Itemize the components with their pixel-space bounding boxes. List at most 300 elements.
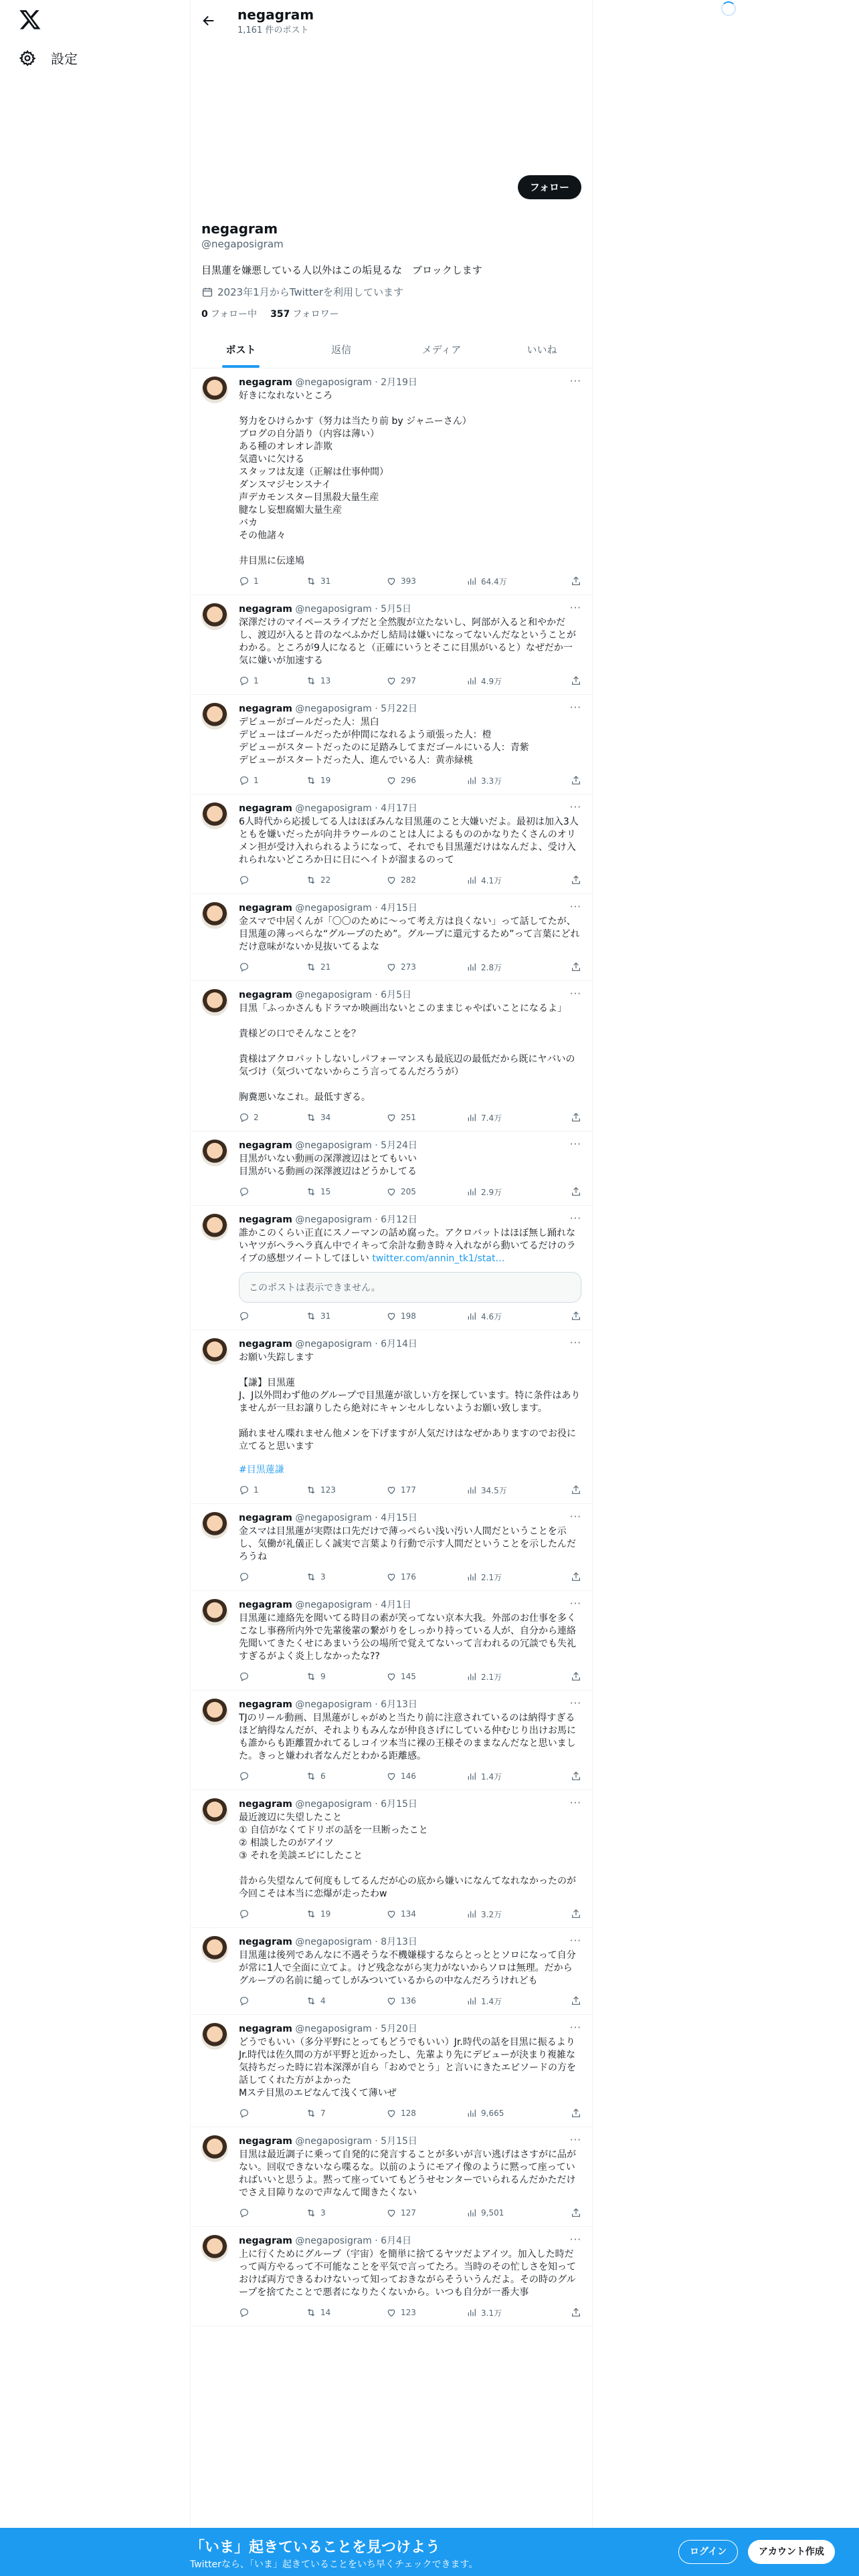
share-button[interactable] bbox=[571, 576, 581, 586]
retweet-button[interactable] bbox=[306, 1909, 386, 1919]
followers-count: 357 bbox=[270, 309, 290, 320]
tweet-date[interactable]: 2月19日 bbox=[381, 377, 417, 388]
share-button[interactable] bbox=[571, 1996, 581, 2006]
tweet-author-name[interactable]: negagram bbox=[239, 1799, 292, 1810]
tweet-author-name[interactable]: negagram bbox=[239, 2136, 292, 2147]
tweet-author-name[interactable]: negagram bbox=[239, 1214, 292, 1225]
view-count: 1.4万 bbox=[481, 1996, 502, 2006]
tweet[interactable] bbox=[191, 695, 592, 794]
retweet-button[interactable] bbox=[306, 875, 386, 885]
share-button[interactable] bbox=[571, 1112, 581, 1123]
follow-button[interactable]: フォロー bbox=[518, 175, 581, 199]
heart-icon bbox=[386, 1485, 397, 1495]
more-options-icon[interactable]: ··· bbox=[569, 1697, 581, 1709]
heart-icon bbox=[386, 1572, 397, 1582]
bar-chart-icon bbox=[466, 1996, 477, 2006]
views-button[interactable] bbox=[466, 1112, 547, 1123]
share-icon bbox=[571, 1186, 581, 1197]
tweet-header bbox=[239, 989, 581, 1001]
retweet-count: 19 bbox=[320, 1909, 331, 1919]
tweet-text bbox=[239, 2036, 581, 2100]
retweet-icon bbox=[306, 775, 316, 786]
views-button[interactable] bbox=[466, 576, 547, 587]
tweet-date[interactable]: 6月13日 bbox=[381, 1699, 417, 1710]
reply-button[interactable] bbox=[239, 675, 306, 686]
avatar[interactable] bbox=[201, 603, 228, 630]
like-button[interactable] bbox=[386, 1671, 466, 1682]
views-button[interactable] bbox=[466, 1671, 547, 1683]
more-options-icon[interactable]: ··· bbox=[569, 801, 581, 813]
tweet-actions bbox=[239, 1570, 581, 1584]
avatar[interactable] bbox=[201, 2235, 228, 2262]
retweet-count: 14 bbox=[320, 2308, 331, 2317]
tweet-author-name[interactable]: negagram bbox=[239, 1339, 292, 1350]
views-button[interactable] bbox=[466, 1771, 547, 1782]
like-button[interactable] bbox=[386, 675, 466, 686]
bar-chart-icon bbox=[466, 2307, 477, 2318]
tweet-author-handle[interactable]: @negaposigram bbox=[295, 1937, 372, 1947]
heart-icon bbox=[386, 2208, 397, 2218]
share-button[interactable] bbox=[571, 1671, 581, 1682]
tweet-body: TJのリール動画、目黒蓮がしゃがめと当たり前に注意されているのは納得すぎるほど納得なんだが、それよりもみんなが仲良さげにしている仲むじり出けお馬にも誰からも距離置かれてるしコイツ本当に裸の王様そのままなんだなと思いました。きっと嫌われ者なんだとわかる距離感。 bbox=[239, 1713, 576, 1761]
tweet-author-name[interactable]: negagram bbox=[239, 704, 292, 714]
quoted-post-unavailable: このポストは表示できません。 bbox=[239, 1272, 581, 1303]
tweet-date[interactable]: 6月14日 bbox=[381, 1339, 417, 1350]
tweet-body: 深澤だけのマイペースライブだと全然腹が立たないし、阿部が入ると和やかだし、渡辺が入ると昔のなべふかだし結局は嫌いになってないんだなということがわかる。ところが9人になると（正確にいうとそこに目黒がいると）なぜだか一気に嫌いが加速する bbox=[239, 617, 576, 666]
tweet-author-handle[interactable]: @negaposigram bbox=[295, 2236, 372, 2246]
tweet-author-handle[interactable]: @negaposigram bbox=[295, 990, 372, 1000]
view-count: 3.1万 bbox=[481, 2308, 502, 2318]
like-button[interactable] bbox=[386, 962, 466, 972]
reply-button[interactable] bbox=[239, 2307, 306, 2318]
reply-button[interactable] bbox=[239, 875, 306, 885]
avatar[interactable] bbox=[201, 1798, 228, 1825]
reply-icon bbox=[239, 2307, 250, 2318]
share-icon bbox=[571, 1909, 581, 1919]
views-button[interactable] bbox=[466, 1996, 547, 2007]
retweet-button[interactable] bbox=[306, 775, 386, 786]
heart-icon bbox=[386, 875, 397, 885]
tweet-author-name[interactable]: negagram bbox=[239, 377, 292, 388]
left-nav bbox=[0, 0, 190, 2576]
tweet-header bbox=[239, 703, 581, 715]
more-options-icon[interactable]: ··· bbox=[569, 1212, 581, 1224]
like-button[interactable] bbox=[386, 1186, 466, 1197]
share-button[interactable] bbox=[571, 1771, 581, 1782]
like-count: 297 bbox=[401, 676, 416, 685]
reply-button[interactable] bbox=[239, 1909, 306, 1919]
like-button[interactable] bbox=[386, 775, 466, 786]
followers-label: フォロワー bbox=[292, 309, 339, 320]
tweet-header bbox=[239, 377, 581, 389]
tweet-author-handle[interactable]: @negaposigram bbox=[295, 1513, 372, 1523]
calendar-icon bbox=[201, 286, 213, 298]
tweet-header bbox=[239, 802, 581, 815]
more-options-icon[interactable]: ··· bbox=[569, 1337, 581, 1349]
tweet-actions bbox=[239, 2107, 581, 2120]
like-button[interactable] bbox=[386, 875, 466, 885]
views-button[interactable] bbox=[466, 2208, 547, 2218]
avatar[interactable] bbox=[201, 377, 228, 403]
login-button[interactable]: ログイン bbox=[678, 2540, 738, 2564]
bar-chart-icon bbox=[466, 1671, 477, 1682]
heart-icon bbox=[386, 576, 397, 586]
tweet[interactable] bbox=[191, 1928, 592, 2015]
views-button[interactable] bbox=[466, 1485, 547, 1496]
retweet-button[interactable] bbox=[306, 1186, 386, 1197]
reply-button[interactable] bbox=[239, 2208, 306, 2218]
tweet[interactable] bbox=[191, 1591, 592, 1691]
tweet[interactable] bbox=[191, 1330, 592, 1504]
tweet-date[interactable]: 4月15日 bbox=[381, 903, 417, 914]
reply-icon bbox=[239, 1112, 250, 1123]
tweet-body: 好きになれないところ 努力をひけらかす（努力は当たり前 by ジャニーさん） ブログの自分語り（内容は薄い） ある種のオレオレ詐欺 気遣いに欠ける スタッフは友達（正解は仕事仲間） ダンスマジセンスナイ 声デカモンスター目黒殺大量生産 腱なし妄想腐媚大量生産 バカ その他諸々 井目黒に伝達鳩 bbox=[239, 391, 472, 566]
view-count: 34.5万 bbox=[481, 1485, 507, 1495]
retweet-icon bbox=[306, 1572, 316, 1582]
back-arrow-icon[interactable] bbox=[201, 13, 216, 28]
tweet-separator: · bbox=[371, 2136, 381, 2147]
tweet-body: どうでもいい（多分平野にとってもどうでもいい）Jr.時代の話を目黒に振るよりJr.時代は佐久間の方が平野と近かったし、先輩より先にデビューが決まり複雑な気持ちだった時に岩本深澤が自ら「おめでとう」と言いにきたエピソードの方を話してくれた方がよかった Mステ目黒のエピなんて浅くて薄いぜ bbox=[239, 2037, 576, 2099]
tweet-date[interactable]: 5月20日 bbox=[381, 2024, 417, 2034]
tweet-author-name[interactable]: negagram bbox=[239, 1937, 292, 1947]
tweet-author-handle[interactable]: @negaposigram bbox=[295, 1339, 372, 1350]
tweet-author-handle[interactable]: @negaposigram bbox=[295, 803, 372, 814]
settings-link[interactable] bbox=[19, 48, 78, 68]
retweet-count: 4 bbox=[320, 1996, 326, 2006]
retweet-button[interactable] bbox=[306, 1311, 386, 1321]
like-button[interactable] bbox=[386, 1311, 466, 1321]
tweet-date[interactable]: 5月15日 bbox=[381, 2136, 417, 2147]
post-count: 1,161 件のポスト bbox=[237, 25, 309, 35]
tweet-author-name[interactable]: negagram bbox=[239, 1140, 292, 1151]
more-options-icon[interactable]: ··· bbox=[569, 375, 581, 387]
tweet[interactable] bbox=[191, 1206, 592, 1330]
tab-posts[interactable]: ポスト bbox=[191, 332, 291, 368]
tweet-date[interactable]: 6月4日 bbox=[381, 2236, 411, 2246]
share-icon bbox=[571, 775, 581, 786]
avatar[interactable] bbox=[201, 1338, 228, 1365]
retweet-button[interactable] bbox=[306, 2208, 386, 2218]
tweet[interactable] bbox=[191, 1504, 592, 1591]
retweet-count: 22 bbox=[320, 875, 331, 885]
like-count: 251 bbox=[401, 1113, 416, 1122]
heart-icon bbox=[386, 1771, 397, 1782]
like-count: 273 bbox=[401, 962, 416, 972]
tweet-actions bbox=[239, 774, 581, 787]
tweet[interactable] bbox=[191, 794, 592, 894]
tab-replies[interactable]: 返信 bbox=[330, 344, 351, 356]
tweet[interactable] bbox=[191, 1790, 592, 1928]
views-button[interactable] bbox=[466, 1909, 547, 1920]
like-count: 296 bbox=[401, 776, 416, 785]
more-options-icon[interactable]: ··· bbox=[569, 602, 581, 614]
reply-icon bbox=[239, 1311, 250, 1321]
tweet-author-handle[interactable]: @negaposigram bbox=[295, 2024, 372, 2034]
tweet-date[interactable]: 5月24日 bbox=[381, 1140, 417, 1151]
tweet[interactable] bbox=[191, 2015, 592, 2127]
retweet-count: 13 bbox=[320, 676, 331, 685]
tweet[interactable] bbox=[191, 981, 592, 1132]
timeline bbox=[191, 368, 592, 2327]
reply-icon bbox=[239, 1671, 250, 1682]
more-options-icon[interactable]: ··· bbox=[569, 1598, 581, 1610]
tweet-author-name[interactable]: negagram bbox=[239, 803, 292, 814]
signup-button[interactable]: アカウント作成 bbox=[748, 2540, 835, 2564]
avatar[interactable] bbox=[201, 703, 228, 730]
share-button[interactable] bbox=[571, 775, 581, 786]
more-options-icon[interactable]: ··· bbox=[569, 2234, 581, 2246]
tweet-body: 目黒は最近調子に乗って自発的に発言することが多いが言い逃げはさすがに品がない。回収できないなら喋るな。以前のようにモアイ像のように黙って座っていればいいと思うよ。黙って座っていてもどうせセンターでいられるんだかただけでさえ目障りなので声なんて聞きたくない bbox=[239, 2149, 576, 2198]
like-count: 146 bbox=[401, 1772, 416, 1781]
tweet-date[interactable]: 6月15日 bbox=[381, 1799, 417, 1810]
like-count: 128 bbox=[401, 2109, 416, 2118]
tweet[interactable] bbox=[191, 2127, 592, 2227]
signup-bar-title: 「いま」起きていることを見つけよう bbox=[190, 2539, 441, 2556]
share-button[interactable] bbox=[571, 675, 581, 686]
tweet-author-handle[interactable]: @negaposigram bbox=[295, 604, 372, 615]
like-button[interactable] bbox=[386, 2108, 466, 2119]
share-icon bbox=[571, 962, 581, 972]
tweet-header bbox=[239, 1140, 581, 1152]
like-button[interactable] bbox=[386, 1572, 466, 1582]
views-button[interactable] bbox=[466, 675, 547, 687]
retweet-count: 31 bbox=[320, 576, 331, 586]
tweet-actions bbox=[239, 1185, 581, 1198]
tweet-author-handle[interactable]: @negaposigram bbox=[295, 1214, 372, 1225]
tweet-date[interactable]: 4月15日 bbox=[381, 1513, 417, 1523]
reply-count: 2 bbox=[254, 1113, 259, 1122]
profile-bio: 目黒蓮を嫌悪している人以外はこの垢見るな ブロックします bbox=[201, 264, 482, 276]
more-options-icon[interactable]: ··· bbox=[569, 1797, 581, 1809]
avatar[interactable] bbox=[201, 1599, 228, 1626]
x-logo-icon[interactable] bbox=[19, 8, 41, 31]
tweet-separator: · bbox=[371, 377, 381, 388]
reply-button[interactable] bbox=[239, 1771, 306, 1782]
share-button[interactable] bbox=[571, 1909, 581, 1919]
tweet-author-handle[interactable]: @negaposigram bbox=[295, 1799, 372, 1810]
tweet-separator: · bbox=[371, 903, 381, 914]
reply-button[interactable] bbox=[239, 2108, 306, 2119]
bar-chart-icon bbox=[466, 675, 477, 686]
like-button[interactable] bbox=[386, 576, 466, 586]
avatar[interactable] bbox=[201, 1140, 228, 1166]
profile-column bbox=[190, 0, 593, 2576]
tweet-actions bbox=[239, 674, 581, 687]
more-options-icon[interactable]: ··· bbox=[569, 1935, 581, 1947]
view-count: 9,665 bbox=[481, 2109, 504, 2118]
view-count: 64.4万 bbox=[481, 576, 507, 586]
more-options-icon[interactable]: ··· bbox=[569, 1138, 581, 1150]
like-count: 134 bbox=[401, 1909, 416, 1919]
bar-chart-icon bbox=[466, 1771, 477, 1782]
share-button[interactable] bbox=[571, 1485, 581, 1495]
tab-media[interactable]: メディア bbox=[421, 344, 462, 356]
like-button[interactable] bbox=[386, 1112, 466, 1123]
retweet-button[interactable] bbox=[306, 1771, 386, 1782]
like-button[interactable] bbox=[386, 1485, 466, 1495]
bar-chart-icon bbox=[466, 775, 477, 786]
views-button[interactable] bbox=[466, 2108, 547, 2119]
reply-button[interactable] bbox=[239, 775, 306, 786]
like-button[interactable] bbox=[386, 2208, 466, 2218]
reply-button[interactable] bbox=[239, 576, 306, 586]
retweet-icon bbox=[306, 1485, 316, 1495]
tweet-header bbox=[239, 2235, 581, 2247]
bar-chart-icon bbox=[466, 1909, 477, 1919]
views-button[interactable] bbox=[466, 2307, 547, 2319]
tweet-hashtag[interactable]: #目黒蓮謙 bbox=[239, 1465, 284, 1475]
tweet-author-handle[interactable]: @negaposigram bbox=[295, 903, 372, 914]
like-button[interactable] bbox=[386, 1909, 466, 1919]
bar-chart-icon bbox=[466, 1112, 477, 1123]
profile-handle: @negaposigram bbox=[201, 238, 284, 250]
views-button[interactable] bbox=[466, 1311, 547, 1322]
share-icon bbox=[571, 875, 581, 885]
tweet-actions bbox=[239, 873, 581, 887]
more-options-icon[interactable]: ··· bbox=[569, 1511, 581, 1523]
share-button[interactable] bbox=[571, 875, 581, 885]
tweet-actions bbox=[239, 1111, 581, 1124]
profile-banner bbox=[191, 41, 592, 175]
tab-likes[interactable]: いいね bbox=[527, 344, 557, 356]
retweet-icon bbox=[306, 1186, 316, 1197]
tweet-author-handle[interactable]: @negaposigram bbox=[295, 1140, 372, 1151]
tweet-date[interactable]: 8月13日 bbox=[381, 1937, 417, 1947]
reply-button[interactable] bbox=[239, 962, 306, 972]
like-button[interactable] bbox=[386, 1771, 466, 1782]
avatar[interactable] bbox=[201, 2135, 228, 2162]
like-count: 176 bbox=[401, 1572, 416, 1582]
more-options-icon[interactable]: ··· bbox=[569, 901, 581, 913]
tweet-date[interactable]: 4月1日 bbox=[381, 1600, 411, 1610]
avatar[interactable] bbox=[201, 902, 228, 929]
tweet-author-name[interactable]: negagram bbox=[239, 2024, 292, 2034]
reply-button[interactable] bbox=[239, 1572, 306, 1582]
retweet-button[interactable] bbox=[306, 1996, 386, 2006]
more-options-icon[interactable]: ··· bbox=[569, 2134, 581, 2146]
views-button[interactable] bbox=[466, 875, 547, 886]
retweet-icon bbox=[306, 2307, 316, 2318]
tweet-body: 目黒蓮は後列であんなに不遇そうな不機嫌様するならとっととソロになって自分が常に1人で全面に立てよ。けど残念ながら実力がないからソロは無理。だからグループの名前に縋ってしがみついているからの中なんだろうけれども bbox=[239, 1950, 576, 1986]
more-options-icon[interactable]: ··· bbox=[569, 2022, 581, 2034]
reply-icon bbox=[239, 875, 250, 885]
retweet-icon bbox=[306, 1112, 316, 1123]
avatar[interactable] bbox=[201, 802, 228, 829]
tweet-author-name[interactable]: negagram bbox=[239, 604, 292, 615]
share-button[interactable] bbox=[571, 2307, 581, 2318]
retweet-count: 6 bbox=[320, 1772, 326, 1781]
tweet[interactable] bbox=[191, 1132, 592, 1206]
tweet-header bbox=[239, 603, 581, 615]
tweet-author-handle[interactable]: @negaposigram bbox=[295, 1600, 372, 1610]
reply-button[interactable] bbox=[239, 1311, 306, 1321]
tweet-text bbox=[239, 1812, 581, 1901]
reply-button[interactable] bbox=[239, 1186, 306, 1197]
tweet-author-name[interactable]: negagram bbox=[239, 1699, 292, 1710]
tweet-date[interactable]: 6月12日 bbox=[381, 1214, 417, 1225]
retweet-button[interactable] bbox=[306, 675, 386, 686]
tweet-date[interactable]: 5月5日 bbox=[381, 604, 411, 615]
retweet-count: 123 bbox=[320, 1485, 336, 1495]
profile-tabs bbox=[191, 332, 592, 368]
reply-button[interactable] bbox=[239, 1996, 306, 2006]
heart-icon bbox=[386, 1996, 397, 2006]
retweet-button[interactable] bbox=[306, 2307, 386, 2318]
tweet-author-handle[interactable]: @negaposigram bbox=[295, 2136, 372, 2147]
retweet-button[interactable] bbox=[306, 1485, 386, 1495]
tweet-link[interactable]: twitter.com/annin_tk1/stat… bbox=[372, 1253, 505, 1264]
tweet-text bbox=[239, 1153, 581, 1178]
tweet-author-name[interactable]: negagram bbox=[239, 990, 292, 1000]
joined-text: 2023年1月からTwitterを利用しています bbox=[217, 286, 403, 298]
avatar[interactable] bbox=[201, 1936, 228, 1963]
tweet[interactable] bbox=[191, 2227, 592, 2327]
more-options-icon[interactable]: ··· bbox=[569, 702, 581, 714]
retweet-button[interactable] bbox=[306, 962, 386, 972]
view-count: 7.4万 bbox=[481, 1113, 502, 1123]
retweet-button[interactable] bbox=[306, 1112, 386, 1123]
share-button[interactable] bbox=[571, 2108, 581, 2119]
share-button[interactable] bbox=[571, 1186, 581, 1197]
views-button[interactable] bbox=[466, 1572, 547, 1583]
tweet-author-name[interactable]: negagram bbox=[239, 1600, 292, 1610]
reply-button[interactable] bbox=[239, 1485, 306, 1495]
retweet-button[interactable] bbox=[306, 2108, 386, 2119]
tweet-date[interactable]: 5月22日 bbox=[381, 704, 417, 714]
tweet-author-handle[interactable]: @negaposigram bbox=[295, 377, 372, 388]
retweet-button[interactable] bbox=[306, 1671, 386, 1682]
retweet-icon bbox=[306, 1771, 316, 1782]
avatar[interactable] bbox=[201, 1699, 228, 1725]
tweet-author-handle[interactable]: @negaposigram bbox=[295, 1699, 372, 1710]
avatar[interactable] bbox=[201, 1512, 228, 1539]
avatar[interactable] bbox=[201, 2023, 228, 2050]
tweet-author-handle[interactable]: @negaposigram bbox=[295, 704, 372, 714]
reply-button[interactable] bbox=[239, 1112, 306, 1123]
more-options-icon[interactable]: ··· bbox=[569, 988, 581, 1000]
tweet[interactable] bbox=[191, 1691, 592, 1790]
following-link[interactable] bbox=[201, 307, 257, 320]
avatar[interactable] bbox=[201, 989, 228, 1016]
retweet-button[interactable] bbox=[306, 1572, 386, 1582]
like-button[interactable] bbox=[386, 1996, 466, 2006]
followers-link[interactable] bbox=[270, 307, 339, 320]
tweet[interactable] bbox=[191, 368, 592, 595]
reply-button[interactable] bbox=[239, 1671, 306, 1682]
retweet-icon bbox=[306, 2208, 316, 2218]
tweet[interactable] bbox=[191, 595, 592, 695]
like-button[interactable] bbox=[386, 2307, 466, 2318]
avatar[interactable] bbox=[201, 1214, 228, 1241]
tweet-date[interactable]: 4月17日 bbox=[381, 803, 417, 814]
tweet-author-name[interactable]: negagram bbox=[239, 2236, 292, 2246]
share-button[interactable] bbox=[571, 962, 581, 972]
views-button[interactable] bbox=[466, 1186, 547, 1198]
share-button[interactable] bbox=[571, 1311, 581, 1321]
following-label: フォロー中 bbox=[210, 309, 258, 320]
views-button[interactable] bbox=[466, 962, 547, 973]
tweet-text bbox=[239, 716, 581, 767]
tweet[interactable] bbox=[191, 894, 592, 981]
views-button[interactable] bbox=[466, 775, 547, 786]
tweet-author-name[interactable]: negagram bbox=[239, 1513, 292, 1523]
retweet-button[interactable] bbox=[306, 576, 386, 586]
share-button[interactable] bbox=[571, 2208, 581, 2218]
share-button[interactable] bbox=[571, 1572, 581, 1582]
tweet-author-name[interactable]: negagram bbox=[239, 903, 292, 914]
tweet-text bbox=[239, 916, 581, 954]
tweet-date[interactable]: 6月5日 bbox=[381, 990, 411, 1000]
